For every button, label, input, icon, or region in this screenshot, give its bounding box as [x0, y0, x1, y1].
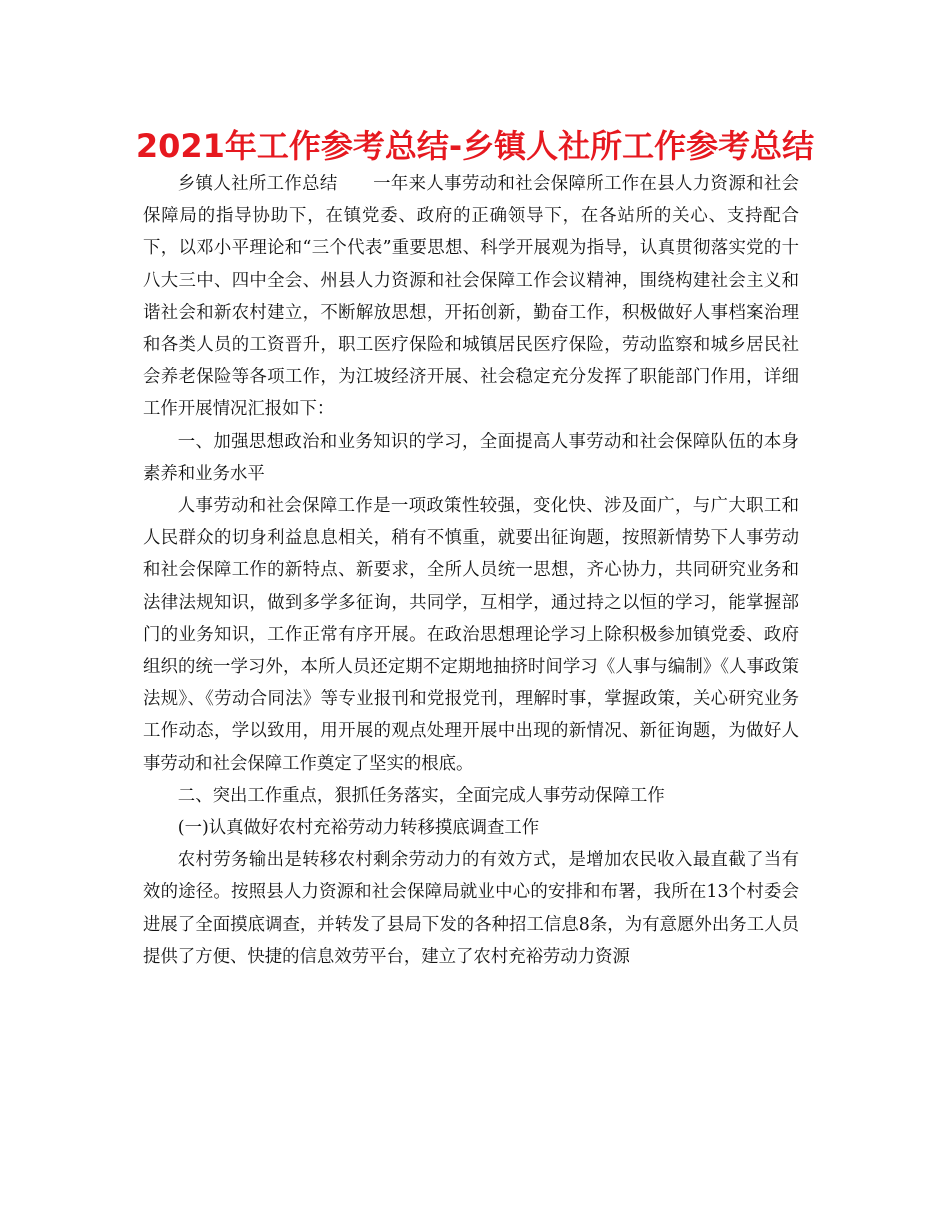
paragraph-subheading-1: (一)认真做好农村充裕劳动力转移摸底调查工作	[177, 818, 540, 839]
document-body	[143, 168, 799, 973]
paragraph-labor-export: 农村劳务输出是转移农村剩余劳动力的有效方式，是增加农民收入最直截了当有效的途径。按照县人力资源和社会保障局就业中心的安排和布署，我所在13个村委会进展了全面摸底调查，并转发了县局下发的各种招工信息8条，为有意愿外出务工人员提供了方便、快捷的信息效劳平台，建立了农村充裕劳动力资源	[143, 850, 799, 967]
paragraph-heading-2: 二、突出工作重点，狠抓任务落实，全面完成人事劳动保障工作	[177, 785, 665, 806]
paragraph-study: 人事劳动和社会保障工作是一项政策性较强，变化快、涉及面广，与广大职工和人民群众的切身利益息息相关，稍有不慎重，就要出征询题，按照新情势下人事劳动和社会保障工作的新特点、新要求，全所人员统一思想，齐心协力，共同研究业务和法律法规知识，做到多学多征询，共同学，互相学，通过持之以恒的学习，能掌握部门的业务知识，工作正常有序开展。在政治思想理论学习上除积极参加镇党委、政府组织的统一学习外，本所人员还定期不定期地抽挤时间学习《人事与编制》《人事政策法规》、《劳动合同法》等专业报刊和党报党刊，理解时事，掌握政策，关心研究业务工作动态，学以致用，用开展的观点处理开展中出现的新情况、新征询题，为做好人事劳动和社会保障工作奠定了坚实的根底。	[143, 496, 799, 774]
paragraph-heading-1: 一、加强思想政治和业务知识的学习，全面提高人事劳动和社会保障队伍的本身素养和业务水平	[143, 431, 799, 484]
paragraph-intro: 乡镇人社所工作总结 一年来人事劳动和社会保障所工作在县人力资源和社会保障局的指导协助下，在镇党委、政府的正确领导下，在各站所的关心、支持配合下，以邓小平理论和“三个代表”重要思想、科学开展观为指导，认真贯彻落实党的十八大三中、四中全会、州县人力资源和社会保障工作会议精神，围绕构建社会主义和谐社会和新农村建立，不断解放思想，开拓创新，勤奋工作，积极做好人事档案治理和各类人员的工资晋升，职工医疗保险和城镇居民医疗保险，劳动监察和城乡居民社会养老保险等各项工作，为江坡经济开展、社会稳定充分发挥了职能部门作用，详细工作开展情况汇报如下：	[143, 174, 799, 420]
document-title: 2021年工作参考总结-乡镇人社所工作参考总结	[135, 127, 815, 165]
